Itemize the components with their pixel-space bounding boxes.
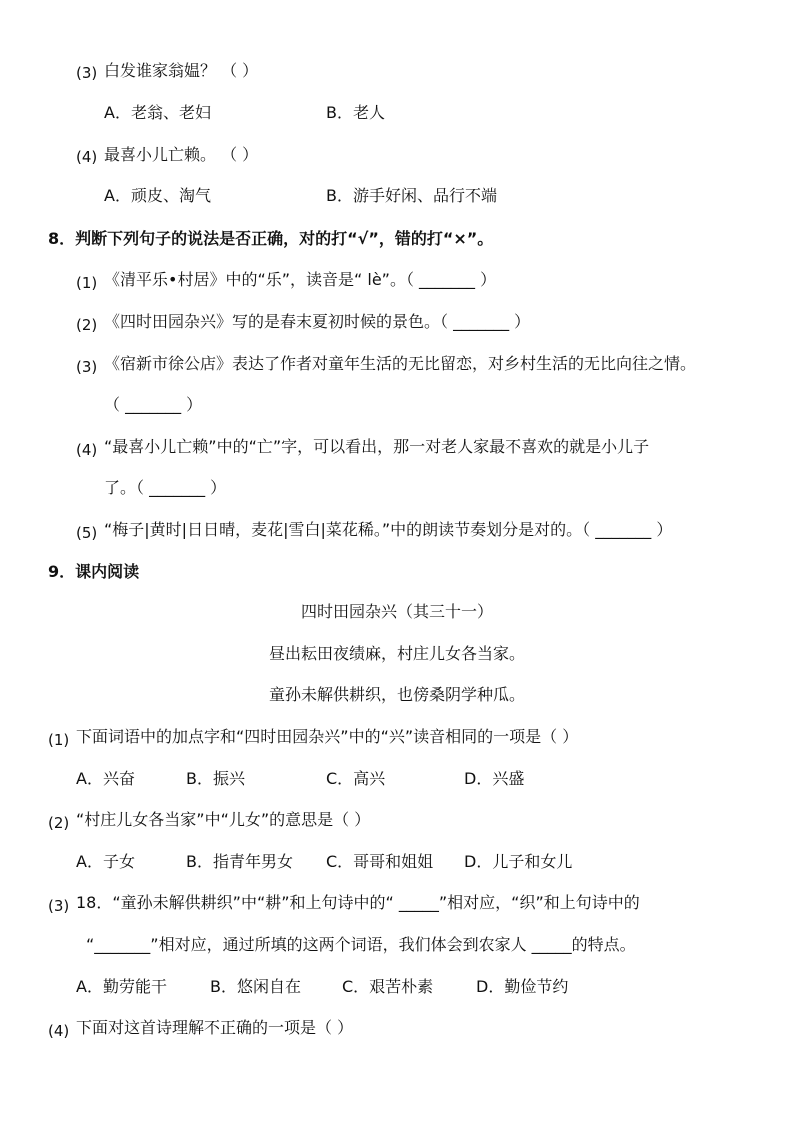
q9-sub-1-option-b: B．振兴: [186, 769, 245, 788]
q9-sub-4-number: (4): [48, 1022, 70, 1040]
q9-sub-1-option-a: A．兴奋: [76, 769, 135, 788]
q8-item-2-text: 《四时田园杂兴》写的是春末夏初时候的景色。（ _______ ）: [104, 312, 531, 331]
q9-sub-2-text: “村庄儿女各当家”中“儿女”的意思是（ ）: [76, 810, 371, 829]
q8-item-2-number: (2): [76, 316, 98, 334]
q8-item-5-number: (5): [76, 524, 98, 542]
q9-sub-3-option-b: B．悠闲自在: [210, 977, 301, 996]
q9-sub-1-option-c: C．高兴: [326, 769, 386, 788]
q7-item-4-option-a: A．顽皮、淘气: [104, 186, 211, 205]
q9-sub-2-option-b: B．指青年男女: [186, 852, 293, 871]
q7-item-4-text: 最喜小儿亡赖。 （ ）: [104, 145, 259, 164]
q8-heading: 8．判断下列句子的说法是否正确，对的打“√”，错的打“×”。: [48, 229, 494, 248]
q9-sub-3-text: 18．“童孙未解供耕织”中“耕”和上句诗中的“ _____”相对应，“织”和上句诗中的: [76, 893, 640, 912]
q8-item-3-answer: （ _______ ）: [104, 395, 203, 414]
q8-item-4-text: “最喜小儿亡赖”中的“亡”字，可以看出，那一对老人家最不喜欢的就是小儿子: [104, 437, 650, 456]
q7-item-3-number: (3): [76, 64, 98, 82]
q9-sub-1-number: (1): [48, 731, 70, 749]
q9-sub-1-option-d: D．兴盛: [464, 769, 525, 788]
q9-sub-4-text: 下面对这首诗理解不正确的一项是（ ）: [76, 1018, 354, 1037]
poem-line-2: 童孙未解供耕织，也傍桑阴学种瓜。: [268, 685, 525, 704]
q7-item-4-number: (4): [76, 148, 98, 166]
poem-title: 四时田园杂兴（其三十一）: [300, 602, 493, 621]
q9-sub-2-option-a: A．子女: [76, 852, 135, 871]
q8-item-5-text: “梅子|黄时|日日晴，麦花|雪白|菜花稀。”中的朗读节奏划分是对的。（ _______ ）: [104, 520, 673, 539]
q9-sub-2-number: (2): [48, 814, 70, 832]
q9-sub-2-option-d: D．儿子和女儿: [464, 852, 573, 871]
q7-item-3-option-b: B．老人: [326, 103, 385, 122]
q9-sub-3-number: (3): [48, 897, 70, 915]
q7-item-3-option-a: A．老翁、老妇: [104, 103, 211, 122]
q9-sub-3-option-c: C．艰苦朴素: [342, 977, 434, 996]
q8-item-1-text: 《清平乐•村居》中的“乐”，读音是“ lè”。（ _______ ）: [104, 270, 497, 289]
q7-item-4-option-b: B．游手好闲、品行不端: [326, 186, 497, 205]
q8-item-1-number: (1): [76, 274, 98, 292]
q9-sub-2-option-c: C．哥哥和姐姐: [326, 852, 434, 871]
poem-line-1: 昼出耘田夜绩麻，村庄儿女各当家。: [268, 644, 525, 663]
q9-sub-1-text: 下面词语中的加点字和“四时田园杂兴”中的“兴”读音相同的一项是（ ）: [76, 727, 579, 746]
q8-item-4-answer: 了。（ _______ ）: [104, 478, 227, 497]
q9-sub-3-option-a: A．勤劳能干: [76, 977, 167, 996]
q9-sub-3-option-d: D．勤俭节约: [476, 977, 569, 996]
q8-item-3-number: (3): [76, 358, 98, 376]
q7-item-3-text: 白发谁家翁媪？ （ ）: [104, 61, 259, 80]
q8-item-4-number: (4): [76, 441, 98, 459]
q8-item-3-text: 《宿新市徐公店》表达了作者对童年生活的无比留恋，对乡村生活的无比向往之情。: [104, 354, 697, 373]
q9-heading: 9．课内阅读: [48, 562, 140, 581]
q9-sub-3-continuation: “_______”相对应，通过所填的这两个词语，我们体会到农家人 _____的特点。: [86, 935, 636, 954]
